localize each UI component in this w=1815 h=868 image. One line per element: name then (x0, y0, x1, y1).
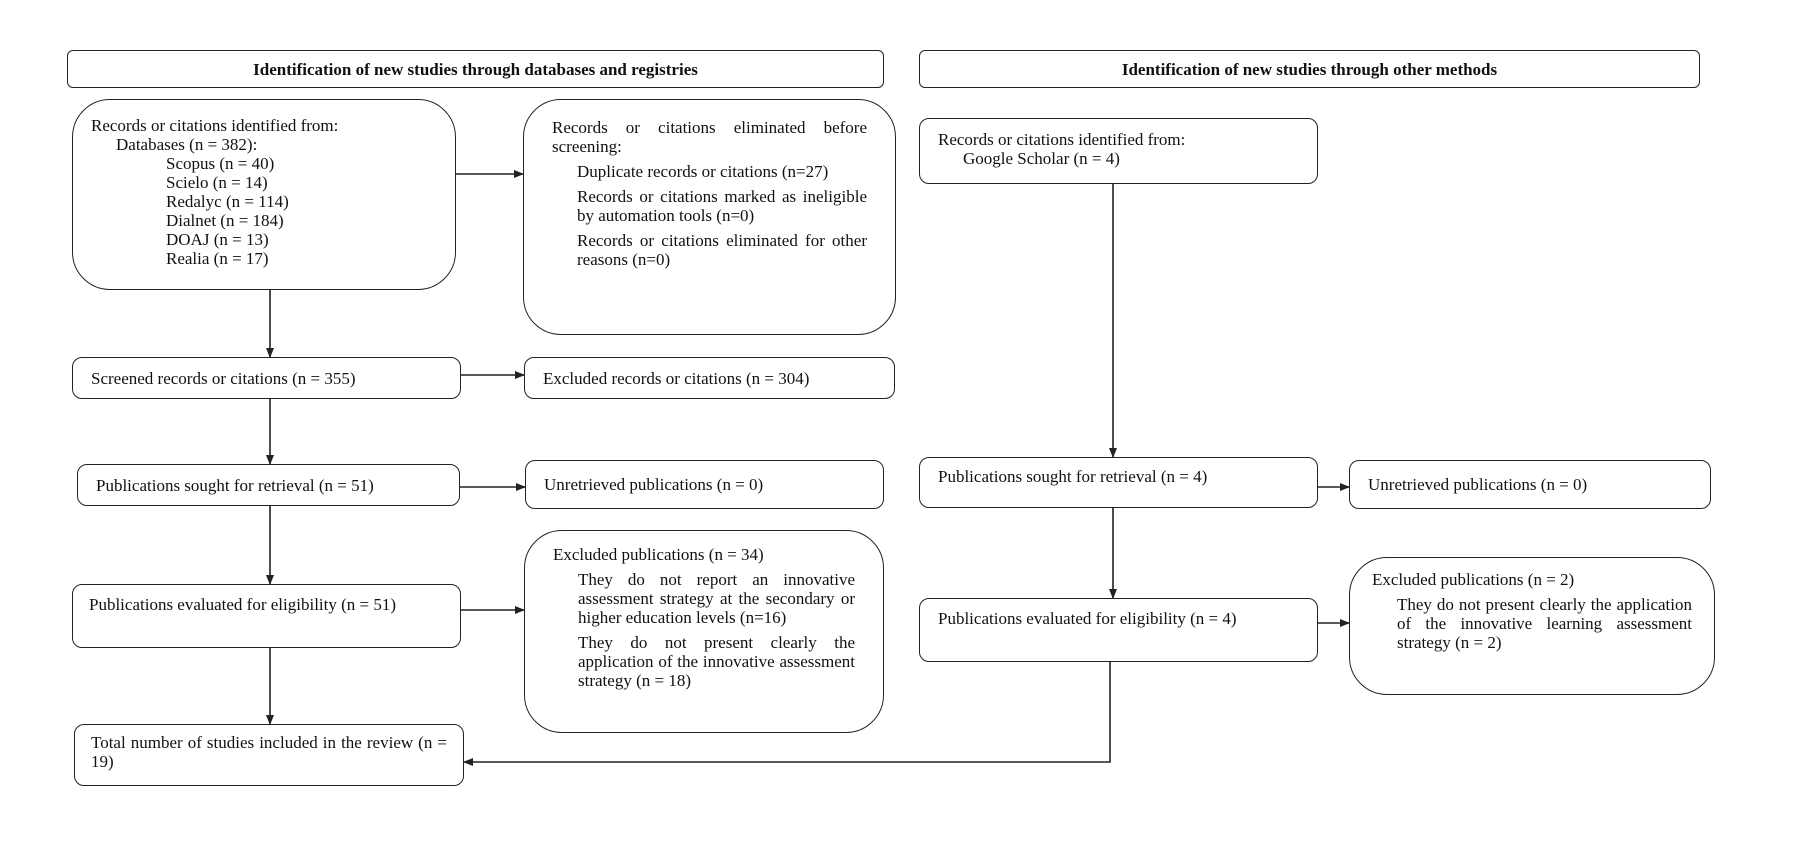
source-scopus: Scopus (n = 40) (166, 154, 275, 173)
source-scielo: Scielo (n = 14) (166, 173, 268, 192)
box-excluded-records: Excluded records or citations (n = 304) (524, 357, 895, 399)
right-excluded-title: Excluded publications (n = 2) (1372, 570, 1575, 589)
box-total-included (74, 724, 464, 786)
box-right-evaluated-eligibility (919, 598, 1318, 662)
box-unretrieved: Unretrieved publications (n = 0) (525, 460, 884, 509)
box-right-excluded-publications (1349, 557, 1715, 695)
box-excluded-publications (524, 530, 884, 733)
google-identified-title: Records or citations identified from: (938, 130, 1186, 149)
box-evaluated-eligibility (72, 584, 461, 648)
right-excluded-reason: They do not present clearly the application of the innovative learning assessment strategy (n = 2) (1397, 595, 1692, 652)
eliminated-other-reasons: Records or citations eliminated for other reasons (n=0) (577, 231, 867, 269)
evaluated-text: Publications evaluated for eligibility (n = 51) (89, 595, 397, 614)
source-dialnet: Dialnet (n = 184) (166, 211, 284, 230)
source-realia: Realia (n = 17) (166, 249, 269, 268)
eliminated-duplicates: Duplicate records or citations (n=27) (577, 162, 829, 181)
source-redalyc: Redalyc (n = 114) (166, 192, 289, 211)
eliminated-automation: Records or citations marked as ineligible by automation tools (n=0) (577, 187, 867, 225)
box-records-identified (72, 99, 456, 290)
box-sought-retrieval: Publications sought for retrieval (n = 51) (77, 464, 460, 506)
source-doaj: DOAJ (n = 13) (166, 230, 269, 249)
box-google-identified (919, 118, 1318, 184)
included-text: Total number of studies included in the review (n = 19) (91, 733, 447, 771)
header-databases: Identification of new studies through databases and registries (67, 50, 884, 88)
eliminated-title: Records or citations eliminated before screening: (552, 118, 867, 156)
excluded-reason-not-clear: They do not present clearly the application of the innovative assessment strategy (n = 18) (578, 633, 855, 690)
excluded-publications-title: Excluded publications (n = 34) (553, 545, 764, 564)
right-evaluated-text: Publications evaluated for eligibility (n = 4) (938, 609, 1237, 628)
box-screened-records: Screened records or citations (n = 355) (72, 357, 461, 399)
box-right-unretrieved: Unretrieved publications (n = 0) (1349, 460, 1711, 509)
databases-label: Databases (n = 382): (116, 135, 258, 154)
header-other-methods: Identification of new studies through other methods (919, 50, 1700, 88)
excluded-reason-not-innovative: They do not report an innovative assessment strategy at the secondary or higher education levels (n=16) (578, 570, 855, 627)
box-eliminated-before-screening (523, 99, 896, 335)
box-right-sought-retrieval: Publications sought for retrieval (n = 4) (919, 457, 1318, 508)
source-google-scholar: Google Scholar (n = 4) (963, 149, 1120, 168)
identified-title: Records or citations identified from: (91, 116, 339, 135)
